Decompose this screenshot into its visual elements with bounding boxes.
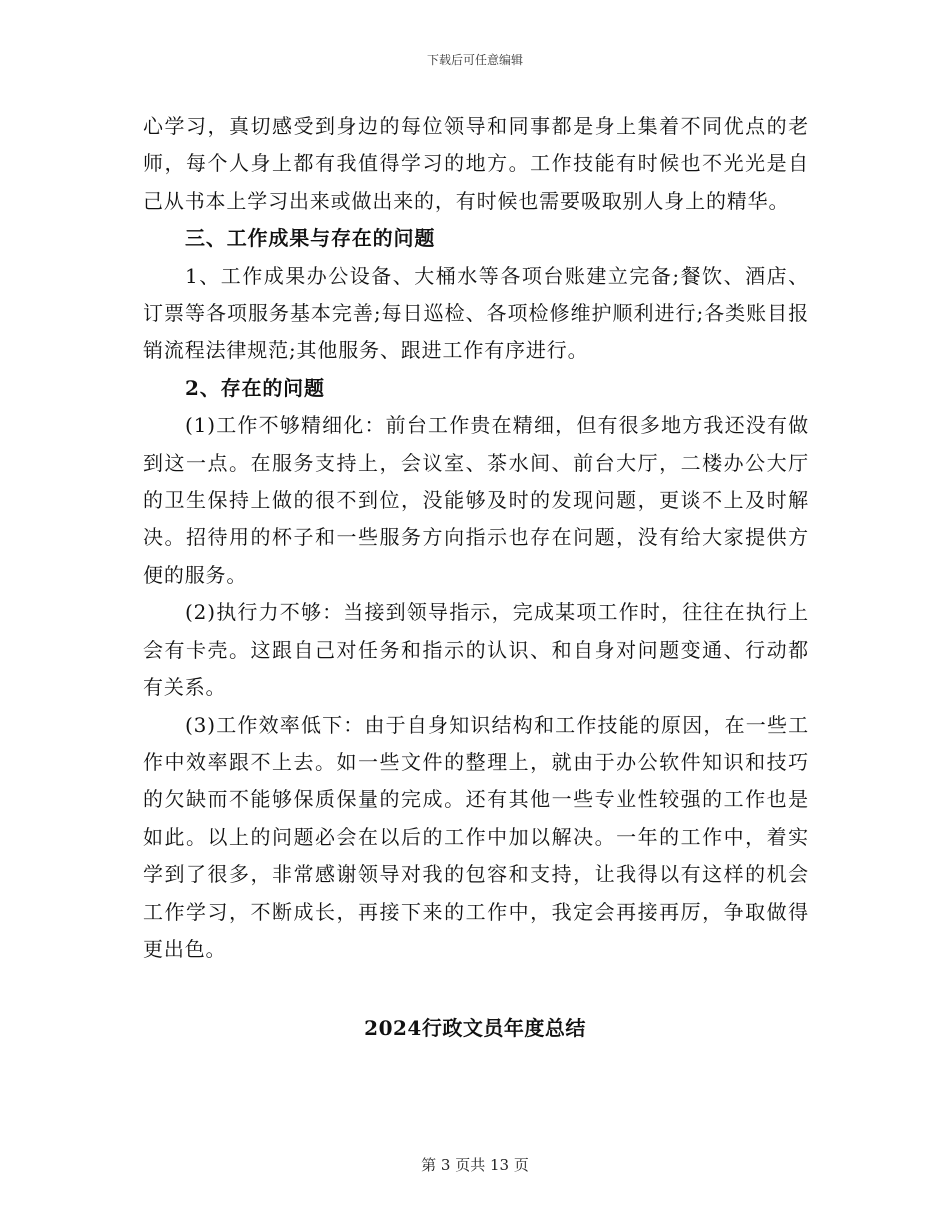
page-footer: 第 3 页共 13 页	[421, 1156, 529, 1174]
paragraph-achievements: 1、工作成果办公设备、大桶水等各项台账建立完备;餐饮、酒店、订票等各项服务基本完善;每日巡检、各项检修维护顺利进行;各类账目报销流程法律规范;其他服务、跟进工作有序进行。	[143, 263, 809, 363]
paragraph-problem-1: (1)工作不够精细化：前台工作贵在精细，但有很多地方我还没有做到这一点。在服务支持上，会议室、茶水间、前台大厅，二楼办公大厅的卫生保持上做的很不到位，没能够及时的发现问题，更谈不上及时解决。招待用的杯子和一些服务方向指示也存在问题，没有给大家提供方便的服务。	[143, 413, 809, 587]
paragraph-continuation: 心学习，真切感受到身边的每位领导和同事都是身上集着不同优点的老师，每个人身上都有我值得学习的地方。工作技能有时候也不光光是自己从书本上学习出来或做出来的，有时候也需要吸取别人身上的精华。	[143, 114, 809, 213]
paragraph-problem-3: (3)工作效率低下：由于自身知识结构和工作技能的原因，在一些工作中效率跟不上去。如一些文件的整理上，就由于办公软件知识和技巧的欠缺而不能够保质保量的完成。还有其他一些专业性较强的工作也是如此。以上的问题必会在以后的工作中加以解决。一年的工作中，着实学到了很多，非常感谢领导对我的包容和支持，让我得以有这样的机会工作学习，不断成长，再接下来的工作中，我定会再接再厉，争取做得更出色。	[143, 712, 809, 961]
heading-problems: 2、存在的问题	[185, 375, 325, 400]
paragraph-problem-2: (2)执行力不够：当接到领导指示，完成某项工作时，往往在执行上会有卡壳。这跟自己对任务和指示的认识、和自身对问题变通、行动都有关系。	[143, 600, 809, 700]
heading-section-3: 三、工作成果与存在的问题	[185, 226, 436, 251]
document-body	[143, 108, 809, 968]
section-title: 2024行政文员年度总结	[364, 1016, 586, 1040]
page-header: 下载后可任意编辑	[426, 53, 523, 67]
